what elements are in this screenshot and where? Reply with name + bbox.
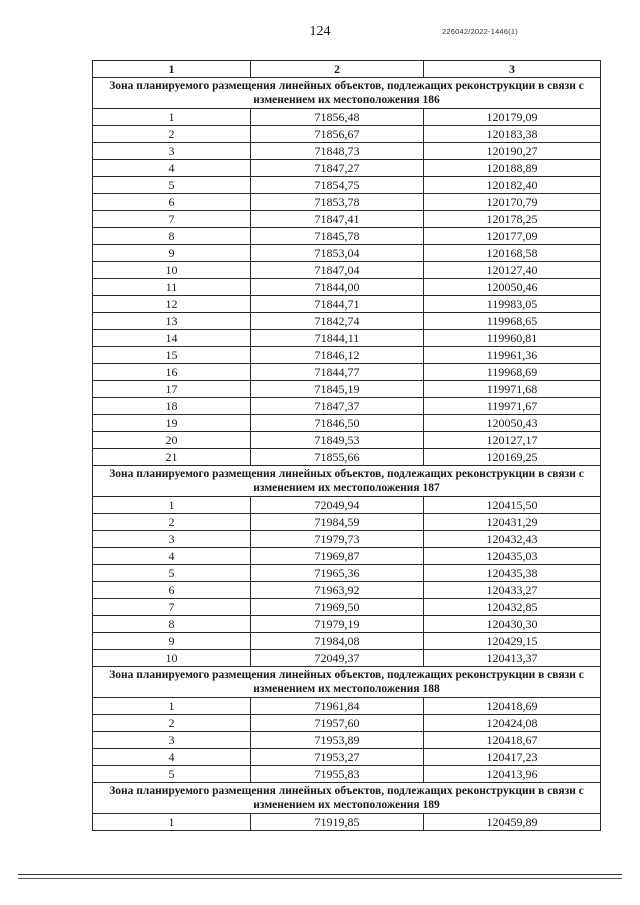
x-coordinate-cell: 71856,48 <box>251 109 424 126</box>
zone-title: Зона планируемого размещения линейных объектов, подлежащих реконструкции в связи с изменением их местоположения 186 <box>93 78 601 109</box>
table-row <box>93 514 601 531</box>
point-number-cell: 8 <box>93 228 251 245</box>
x-coordinate-cell: 71846,50 <box>251 415 424 432</box>
point-number-cell: 14 <box>93 330 251 347</box>
point-number-cell: 3 <box>93 143 251 160</box>
point-number-cell: 18 <box>93 398 251 415</box>
point-number-cell: 2 <box>93 126 251 143</box>
x-coordinate-cell: 71844,11 <box>251 330 424 347</box>
y-coordinate-cell: 119971,67 <box>424 398 601 415</box>
table-row <box>93 766 601 783</box>
point-number-cell: 7 <box>93 211 251 228</box>
table-row <box>93 415 601 432</box>
document-id: 226042/2022-1446(1) <box>442 27 518 36</box>
y-coordinate-cell: 120418,67 <box>424 732 601 749</box>
table-row <box>93 160 601 177</box>
x-coordinate-cell: 71846,12 <box>251 347 424 364</box>
y-coordinate-cell: 119960,81 <box>424 330 601 347</box>
point-number-cell: 17 <box>93 381 251 398</box>
y-coordinate-cell: 120424,08 <box>424 715 601 732</box>
table-row <box>93 347 601 364</box>
zone-header-row <box>93 667 601 698</box>
x-coordinate-cell: 71847,37 <box>251 398 424 415</box>
table-header-row <box>93 61 601 78</box>
x-coordinate-cell: 71853,04 <box>251 245 424 262</box>
x-coordinate-cell: 71855,66 <box>251 449 424 466</box>
table-row <box>93 565 601 582</box>
table-row <box>93 143 601 160</box>
x-coordinate-cell: 71847,04 <box>251 262 424 279</box>
point-number-cell: 6 <box>93 582 251 599</box>
y-coordinate-cell: 120188,89 <box>424 160 601 177</box>
x-coordinate-cell: 71979,19 <box>251 616 424 633</box>
coordinates-table <box>92 60 601 831</box>
x-coordinate-cell: 71847,27 <box>251 160 424 177</box>
table-row <box>93 582 601 599</box>
table-row <box>93 548 601 565</box>
x-coordinate-cell: 71845,19 <box>251 381 424 398</box>
point-number-cell: 1 <box>93 497 251 514</box>
y-coordinate-cell: 120413,37 <box>424 650 601 667</box>
y-coordinate-cell: 120183,38 <box>424 126 601 143</box>
x-coordinate-cell: 71856,67 <box>251 126 424 143</box>
x-coordinate-cell: 71955,83 <box>251 766 424 783</box>
table-row <box>93 211 601 228</box>
point-number-cell: 4 <box>93 548 251 565</box>
y-coordinate-cell: 120179,09 <box>424 109 601 126</box>
x-coordinate-cell: 71844,71 <box>251 296 424 313</box>
x-coordinate-cell: 71844,00 <box>251 279 424 296</box>
y-coordinate-cell: 119971,68 <box>424 381 601 398</box>
zone-header-row <box>93 783 601 814</box>
zone-title: Зона планируемого размещения линейных объектов, подлежащих реконструкции в связи с изменением их местоположения 187 <box>93 466 601 497</box>
table-row <box>93 698 601 715</box>
y-coordinate-cell: 120430,30 <box>424 616 601 633</box>
point-number-cell: 11 <box>93 279 251 296</box>
column-header: 3 <box>424 61 601 78</box>
point-number-cell: 13 <box>93 313 251 330</box>
y-coordinate-cell: 120182,40 <box>424 177 601 194</box>
y-coordinate-cell: 120432,43 <box>424 531 601 548</box>
x-coordinate-cell: 71965,36 <box>251 565 424 582</box>
y-coordinate-cell: 120127,17 <box>424 432 601 449</box>
x-coordinate-cell: 71969,87 <box>251 548 424 565</box>
y-coordinate-cell: 120178,25 <box>424 211 601 228</box>
y-coordinate-cell: 120050,43 <box>424 415 601 432</box>
table-row <box>93 531 601 548</box>
x-coordinate-cell: 71842,74 <box>251 313 424 330</box>
point-number-cell: 1 <box>93 814 251 831</box>
y-coordinate-cell: 120168,58 <box>424 245 601 262</box>
table-row <box>93 126 601 143</box>
point-number-cell: 6 <box>93 194 251 211</box>
point-number-cell: 8 <box>93 616 251 633</box>
y-coordinate-cell: 120435,38 <box>424 565 601 582</box>
point-number-cell: 10 <box>93 262 251 279</box>
y-coordinate-cell: 120417,23 <box>424 749 601 766</box>
x-coordinate-cell: 71961,84 <box>251 698 424 715</box>
y-coordinate-cell: 119983,05 <box>424 296 601 313</box>
table-row <box>93 432 601 449</box>
x-coordinate-cell: 71984,59 <box>251 514 424 531</box>
point-number-cell: 16 <box>93 364 251 381</box>
table-row <box>93 449 601 466</box>
x-coordinate-cell: 71847,41 <box>251 211 424 228</box>
point-number-cell: 2 <box>93 514 251 531</box>
table-row <box>93 497 601 514</box>
y-coordinate-cell: 120432,85 <box>424 599 601 616</box>
column-header: 2 <box>251 61 424 78</box>
point-number-cell: 1 <box>93 109 251 126</box>
y-coordinate-cell: 120413,96 <box>424 766 601 783</box>
y-coordinate-cell: 120418,69 <box>424 698 601 715</box>
point-number-cell: 3 <box>93 531 251 548</box>
table-row <box>93 313 601 330</box>
y-coordinate-cell: 120459,89 <box>424 814 601 831</box>
point-number-cell: 3 <box>93 732 251 749</box>
table-row <box>93 194 601 211</box>
table-row <box>93 381 601 398</box>
zone-title: Зона планируемого размещения линейных объектов, подлежащих реконструкции в связи с изменением их местоположения 189 <box>93 783 601 814</box>
y-coordinate-cell: 120429,15 <box>424 633 601 650</box>
x-coordinate-cell: 71979,73 <box>251 531 424 548</box>
point-number-cell: 1 <box>93 698 251 715</box>
point-number-cell: 5 <box>93 565 251 582</box>
point-number-cell: 4 <box>93 160 251 177</box>
table-row <box>93 279 601 296</box>
table-row <box>93 633 601 650</box>
point-number-cell: 19 <box>93 415 251 432</box>
table-row <box>93 650 601 667</box>
x-coordinate-cell: 71963,92 <box>251 582 424 599</box>
table-row <box>93 398 601 415</box>
y-coordinate-cell: 120127,40 <box>424 262 601 279</box>
zone-header-row <box>93 78 601 109</box>
point-number-cell: 4 <box>93 749 251 766</box>
point-number-cell: 5 <box>93 766 251 783</box>
x-coordinate-cell: 72049,94 <box>251 497 424 514</box>
y-coordinate-cell: 120050,46 <box>424 279 601 296</box>
y-coordinate-cell: 120170,79 <box>424 194 601 211</box>
table-row <box>93 599 601 616</box>
table-row <box>93 364 601 381</box>
x-coordinate-cell: 71957,60 <box>251 715 424 732</box>
table-row <box>93 228 601 245</box>
point-number-cell: 9 <box>93 633 251 650</box>
y-coordinate-cell: 119968,65 <box>424 313 601 330</box>
table-row <box>93 109 601 126</box>
y-coordinate-cell: 120415,50 <box>424 497 601 514</box>
point-number-cell: 12 <box>93 296 251 313</box>
point-number-cell: 20 <box>93 432 251 449</box>
table-row <box>93 715 601 732</box>
y-coordinate-cell: 120169,25 <box>424 449 601 466</box>
y-coordinate-cell: 119961,36 <box>424 347 601 364</box>
x-coordinate-cell: 71849,53 <box>251 432 424 449</box>
x-coordinate-cell: 71853,78 <box>251 194 424 211</box>
table-row <box>93 262 601 279</box>
x-coordinate-cell: 71844,77 <box>251 364 424 381</box>
x-coordinate-cell: 72049,37 <box>251 650 424 667</box>
y-coordinate-cell: 120431,29 <box>424 514 601 531</box>
table-row <box>93 245 601 262</box>
footer-divider <box>18 878 622 879</box>
point-number-cell: 9 <box>93 245 251 262</box>
x-coordinate-cell: 71953,27 <box>251 749 424 766</box>
footer-divider <box>18 874 622 875</box>
column-header: 1 <box>93 61 251 78</box>
table-row <box>93 177 601 194</box>
x-coordinate-cell: 71854,75 <box>251 177 424 194</box>
x-coordinate-cell: 71848,73 <box>251 143 424 160</box>
table-body <box>93 78 601 831</box>
point-number-cell: 2 <box>93 715 251 732</box>
table-row <box>93 749 601 766</box>
x-coordinate-cell: 71984,08 <box>251 633 424 650</box>
point-number-cell: 21 <box>93 449 251 466</box>
point-number-cell: 15 <box>93 347 251 364</box>
table-row <box>93 330 601 347</box>
table-row <box>93 296 601 313</box>
x-coordinate-cell: 71969,50 <box>251 599 424 616</box>
zone-title: Зона планируемого размещения линейных объектов, подлежащих реконструкции в связи с изменением их местоположения 188 <box>93 667 601 698</box>
y-coordinate-cell: 120177,09 <box>424 228 601 245</box>
point-number-cell: 5 <box>93 177 251 194</box>
y-coordinate-cell: 119968,69 <box>424 364 601 381</box>
point-number-cell: 7 <box>93 599 251 616</box>
y-coordinate-cell: 120435,03 <box>424 548 601 565</box>
y-coordinate-cell: 120190,27 <box>424 143 601 160</box>
table-row <box>93 732 601 749</box>
x-coordinate-cell: 71953,89 <box>251 732 424 749</box>
point-number-cell: 10 <box>93 650 251 667</box>
x-coordinate-cell: 71919,85 <box>251 814 424 831</box>
page-number: 124 <box>309 24 331 39</box>
table-row <box>93 616 601 633</box>
y-coordinate-cell: 120433,27 <box>424 582 601 599</box>
x-coordinate-cell: 71845,78 <box>251 228 424 245</box>
table-row <box>93 814 601 831</box>
zone-header-row <box>93 466 601 497</box>
